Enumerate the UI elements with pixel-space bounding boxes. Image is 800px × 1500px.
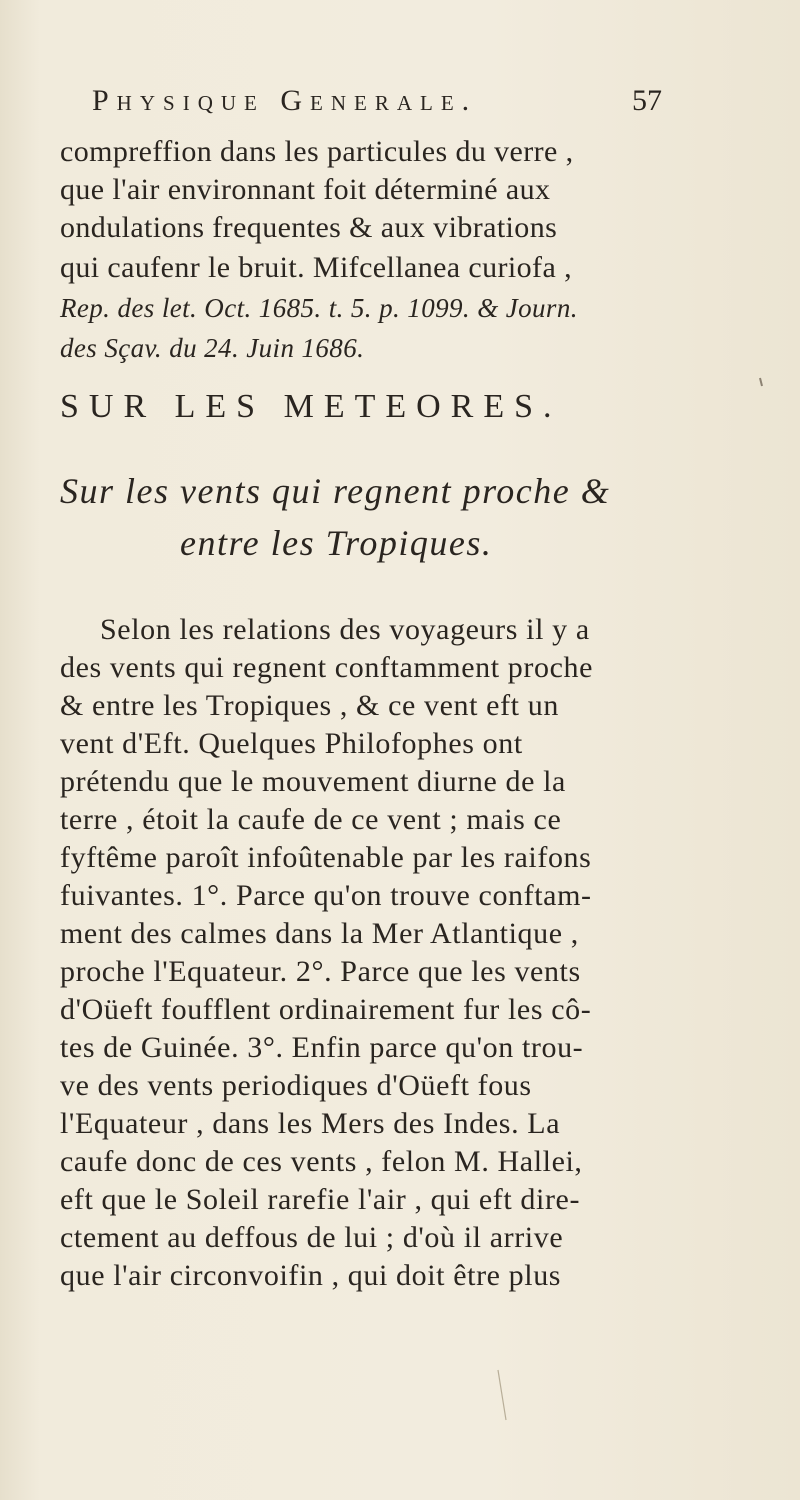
ink-speck bbox=[760, 378, 762, 386]
section-heading: SUR LES METEORES. bbox=[60, 388, 562, 425]
body-line: ve des vents periodiques d'Oüeft fous bbox=[60, 1069, 532, 1102]
body-line: caufe donc de ces vents , felon M. Hallei, bbox=[60, 1145, 583, 1178]
body-line: l'Equateur , dans les Mers des Indes. La bbox=[60, 1107, 561, 1140]
intro-line: qui caufenr le bruit. Mifcellanea curiofa , bbox=[60, 251, 572, 284]
subheading-line: Sur les vents qui regnent proche & bbox=[60, 471, 611, 511]
intro-line: que l'air environnant foit déterminé aux bbox=[60, 173, 551, 206]
body-line: terre , étoit la caufe de ce vent ; mais ce bbox=[60, 803, 562, 836]
body-line: ment des calmes dans la Mer Atlantique , bbox=[60, 917, 579, 950]
paper-scratch bbox=[498, 1370, 506, 1420]
body-line: fyftême paroît infoûtenable par les raifons bbox=[60, 841, 592, 874]
citation-line: des Sçav. du 24. Juin 1686. bbox=[60, 333, 365, 363]
running-title: Physique Generale. bbox=[92, 84, 478, 117]
body-line: & entre les Tropiques , & ce vent eft un bbox=[60, 689, 559, 722]
body-line: vent d'Eft. Quelques Philofophes ont bbox=[60, 727, 523, 760]
body-line: Selon les relations des voyageurs il y a bbox=[100, 613, 590, 646]
body-line: d'Oüeft foufflent ordinairement fur les cô- bbox=[60, 993, 592, 1026]
subheading-line: entre les Tropiques. bbox=[180, 523, 493, 563]
body-line: proche l'Equateur. 2°. Parce que les vents bbox=[60, 955, 581, 988]
page-number: 57 bbox=[632, 84, 662, 117]
body-line: des vents qui regnent conftamment proche bbox=[60, 651, 594, 684]
body-line: tes de Guinée. 3°. Enfin parce qu'on trou- bbox=[60, 1031, 584, 1064]
body-line: ctement au deffous de lui ; d'où il arrive bbox=[60, 1221, 564, 1254]
citation-line: Rep. des let. Oct. 1685. t. 5. p. 1099. & Journ. bbox=[60, 293, 578, 323]
intro-line: compreffion dans les particules du verre , bbox=[60, 135, 574, 168]
body-line: que l'air circonvoifin , qui doit être plus bbox=[60, 1259, 562, 1292]
intro-line: ondulations frequentes & aux vibrations bbox=[60, 211, 558, 244]
body-line: prétendu que le mouvement diurne de la bbox=[60, 765, 566, 798]
body-line: fuivantes. 1°. Parce qu'on trouve conftam- bbox=[60, 879, 592, 912]
body-line: eft que le Soleil rarefie l'air , qui eft dire- bbox=[60, 1183, 581, 1216]
